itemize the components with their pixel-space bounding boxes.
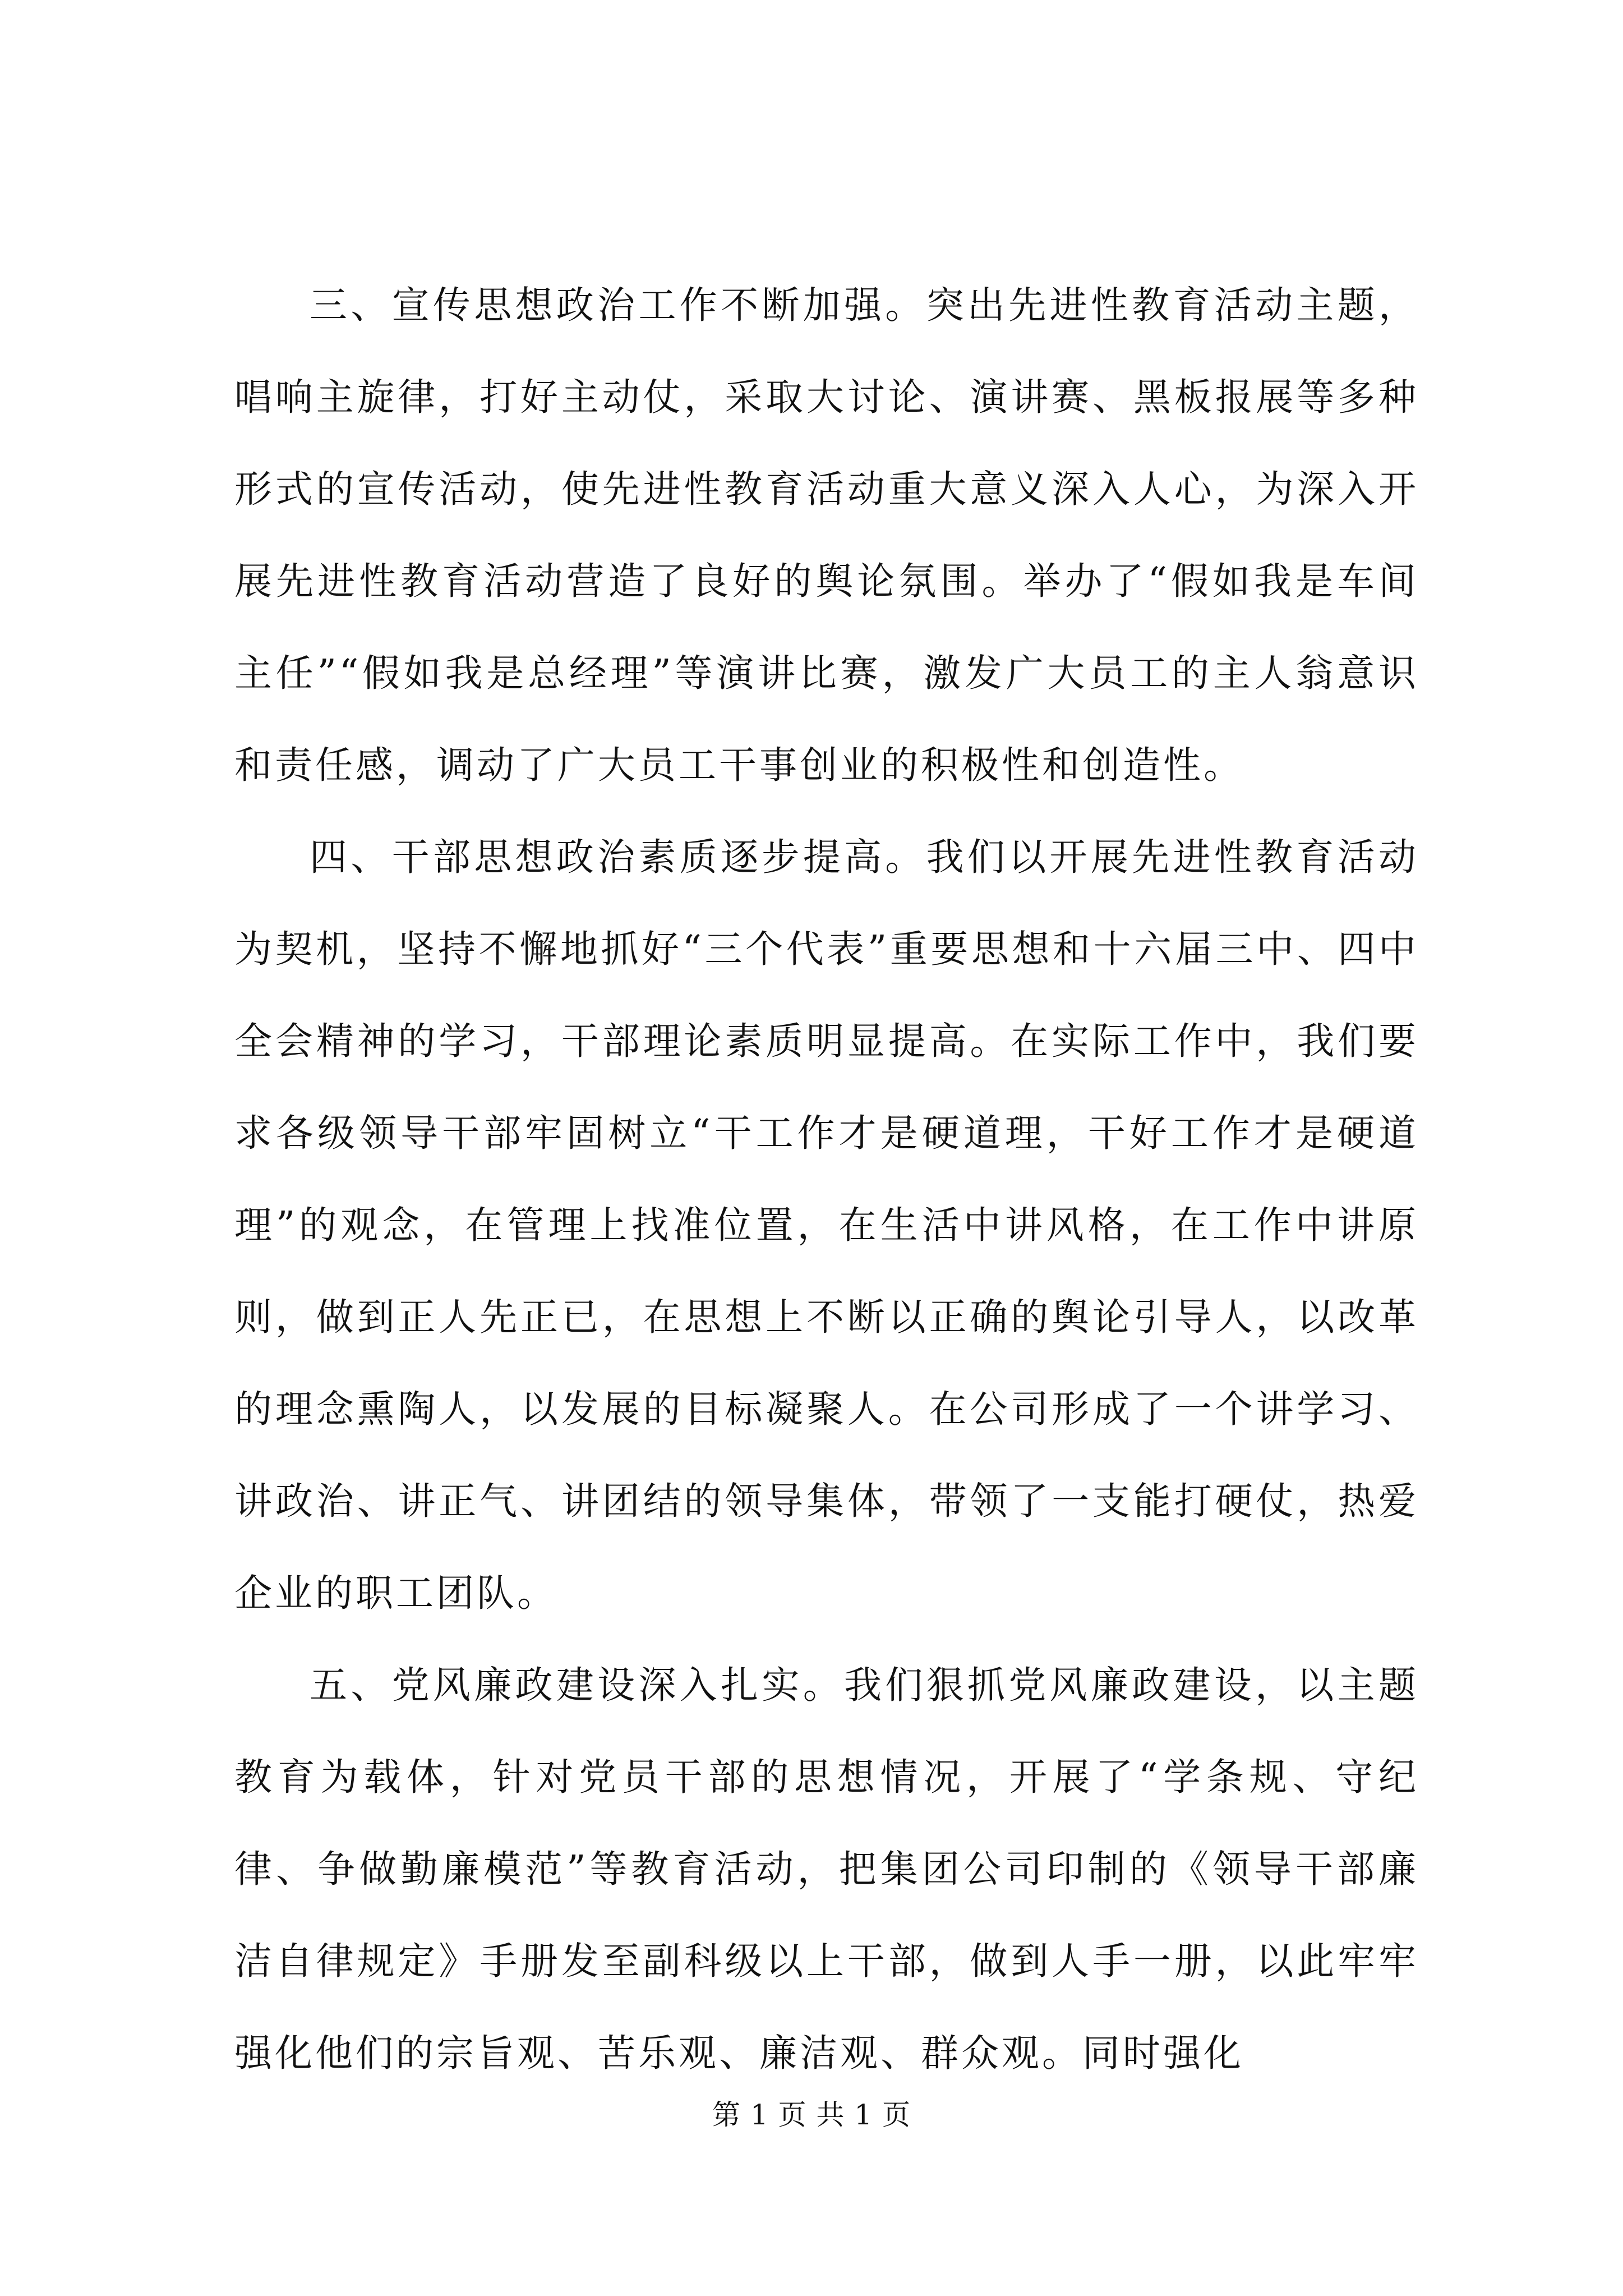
page-footer: 第 1 页 共 1 页 bbox=[712, 2099, 911, 2131]
paragraph-section-5: 五、党风廉政建设深入扎实。我们狠抓党风廉政建设，以主题教育为载体，针对党员干部的思想情况，开展了“学条规、守纪律、争做勤廉模范”等教育活动，把集团公司印制的《领导干部廉洁自律规定》手册发至副科级以上干部，做到人手一册，以此牢牢强化他们的宗旨观、苦乐观、廉洁观、群众观。同时强化 bbox=[234, 1663, 1419, 2075]
paragraph-section-4: 四、干部思想政治素质逐步提高。我们以开展先进性教育活动为契机，坚持不懈地抓好“三个代表”重要思想和十六届三中、四中全会精神的学习，干部理论素质明显提高。在实际工作中，我们要求各级领导干部牢固树立“干工作才是硬道理，干好工作才是硬道理”的观念，在管理上找准位置，在生活中讲风格，在工作中讲原则，做到正人先正已，在思想上不断以正确的舆论引导人，以改革的理念熏陶人，以发展的目标凝聚人。在公司形成了一个讲学习、讲政治、讲正气、讲团结的领导集体，带领了一支能打硬仗，热爱企业的职工团队。 bbox=[234, 835, 1419, 1615]
document-body bbox=[234, 259, 1419, 2099]
paragraph-section-3: 三、宣传思想政治工作不断加强。突出先进性教育活动主题，唱响主旋律，打好主动仗，采取大讨论、演讲赛、黑板报展等多种形式的宣传活动，使先进性教育活动重大意义深入人心，为深入开展先进性教育活动营造了良好的舆论氛围。举办了“假如我是车间主任”“假如我是总经理”等演讲比赛，激发广大员工的主人翁意识和责任感，调动了广大员工干事创业的积极性和创造性。 bbox=[234, 283, 1419, 787]
